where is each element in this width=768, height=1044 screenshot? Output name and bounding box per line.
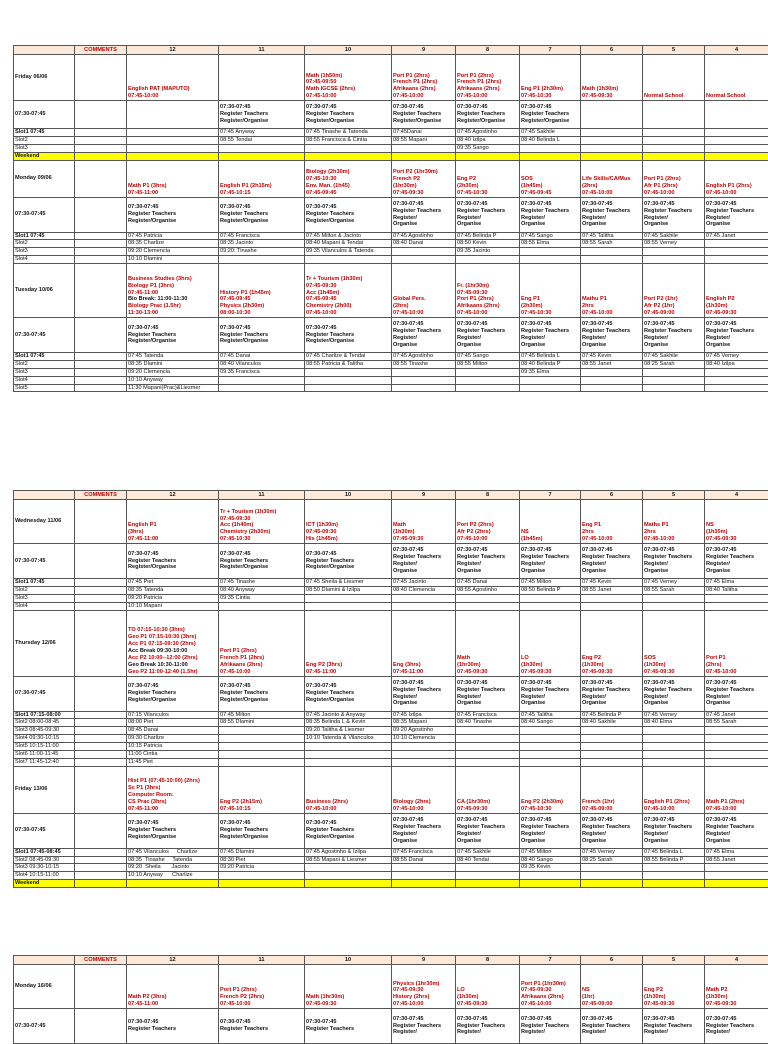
register-row: 07:30-07:45 07:30-07:45 Register Teachers Register/Organise 07:30-07:45 Register Teachers Register/Organise 07:30-07:45 Register Teachers Register/Organise 07:30-07:45 Register Teachers Register/ Organise 07:30-07:45 Register Teachers Register/ Organise 07:30-07:45 Register Teachers Register/ Organise 07:30-07:45 Register Teachers Register/ Organise 07:30-07:45 Register Teachers Register/ Organise 07:30-07:45 Register Teachers Register/ Organise: [14, 813, 768, 848]
slot-row: Slot2 08:00-08:45 08:00 Piet 08:55 Dlamini 08:35 Belinda L & Kevin 08:35 Mapani 08:40 Tinashe 08:40 Sango 08:40 Sakhile 08:40 Elma 08:55 Sarah: [14, 719, 768, 727]
exam-cell: English P2 (1h30m) 07:45-09:30: [705, 264, 768, 318]
exam-cell: Port P1 (2hrs) Afr P1 (2hrs) 07:45-10:00: [643, 160, 705, 197]
day-label: Tuesday 10/06: [14, 264, 75, 318]
exam-cell: Math P1 (3hrs) 07:45-11:00: [127, 160, 219, 197]
day-label: Friday 06/06: [14, 55, 75, 101]
register-row: 07:30-07:45 07:30-07:45 Register Teachers Register/Organise 07:30-07:45 Register Teachers Register/Organise 07:30-07:45 Register Teachers Register/Organise 07:30-07:45 Register Teachers Register/Organise 07:30-07:45 Register Teachers Register/Organise: [14, 101, 768, 129]
exam-cell: Biology (2h30m) 07:45-10:30 Env. Man. (1h45) 07:45-09:45: [305, 160, 392, 197]
day-label: Thursday 12/06: [14, 610, 75, 676]
exam-cell: Normal School: [705, 55, 768, 101]
slot-row: Slot2 08:55 Tendai 08:55 Francisca & Cintia 08:55 Mapani 08:40 Izilpa 08:40 Belinda L: [14, 136, 768, 144]
exam-row: [14, 160, 768, 197]
exam-cell: Eng P2 (2h30m) 07:45-10:30: [456, 160, 520, 197]
grade-header-row: [14, 46, 768, 55]
exam-cell: Math (1h50m) 07:45-09:50 Math IGCSE (2hrs) 07:45-10:00: [305, 55, 392, 101]
slot-row: Slot3 08:45-09:30 08:45 Danai 09:20 Talitha & Liesmer 09:20 Agostinho: [14, 727, 768, 735]
slot-row: Slot2 08:35 Tatenda 08:40 Anyway 08:50 Dlamini & Izilpa 08:40 Clemencia 08:55 Agostinho 08:50 Belinda P 08:55 Janet 08:55 Sarah 08:40 Talitha: [14, 586, 768, 594]
slot-row: Slot2 08:35 Dlamini 08:40 Vilanculos 08:55 Patricia & Talitha 08:55 Tinashe 08:55 Milton 08:40 Belinda P 08:55 Janet 08:25 Sarah 08:40 Izilpa: [14, 360, 768, 368]
slot-row: Slot3 09:20 Clemencia 09:35 Francisca 09:35 Elma: [14, 368, 768, 376]
slot-row: Slot3 09:20 Clemencia 09:20: Tinashe 09:35 Vilanculos & Tatenda 09:35 Jacinto: [14, 248, 768, 256]
day-label: Monday 09/06: [14, 160, 75, 197]
slot-row: Slot1 07:15-08:00 07:15 Vilanculos 07:45 Milton 07:45 Jacinto & Anyway 07:45 Izilpa 07:45 Francisca 07:45 Talitha 07:45 Belinda P 07:45 Verney 07:45 Janet: [14, 711, 768, 719]
exam-cell: English PAT (MAPUTO) 07:45-10:00: [127, 55, 219, 101]
slot-row: Slot5 10:15-11:00 10:15 Patricia: [14, 743, 768, 751]
grade-header-row: COMMENTS 12 11 10 9 8 7 6 5 4: [14, 491, 768, 500]
day-label: Monday 16/06: [14, 965, 75, 1009]
weekend-row: Weekend: [14, 152, 768, 160]
exam-cell: Eng P1 (2h30m) 07:45-10:30: [520, 264, 581, 318]
exam-cell: Port P1 (2hrs) French P1 (2hrs) Afrikaans (2hrs) 07:45-10:00: [392, 55, 456, 101]
slot-row: Slot7 11:45-12:40 11:45 Piet: [14, 758, 768, 766]
comments-cell: Hist P1 (07:45-10:00) (2hrs) Sc P1 (3hrs) Computer Room: CS Prac (3hrs) 07:45-11:00: [127, 766, 219, 813]
exam-cell: Global Pers. (2hrs) 07:45-10:00: [392, 264, 456, 318]
slot-row: Slot1 07:45 07:45 Piet 07:45 Tinashe 07:45 Sheila & Liesmer 07:45 Jacinto 07:45 Danai 07:45 Milton 07:45 Kevin 07:45 Verney 07:45 Elma: [14, 579, 768, 587]
slot-row: Slot3 09:35 Sango: [14, 144, 768, 152]
timetable-block-2: [13, 490, 768, 888]
slot-row: Slot1 07:45 07:45 Anyway 07:45 Tinashe & Tatenda 07:45Danai 07:45 Agostinho 07:45 Sakhile: [14, 129, 768, 137]
register-row: 07:30-07:45 07:30-07:45 Register Teachers Register/Organise 07:30-07:45 Register Teachers Register/Organise 07:30-07:45 Register Teachers Register/Organise 07:30-07:45 Register Teachers Register/ Organise 07:30-07:45 Register Teachers Register/ Organise 07:30-07:45 Register Teachers Register/ Organise 07:30-07:45 Register Teachers Register/ Organise 07:30-07:45 Register Teachers Register/ Organise 07:30-07:45 Register Teachers Register/ Organise: [14, 676, 768, 711]
grade-6-header: 6: [581, 46, 643, 55]
day-label: Wednesday 11/06: [14, 500, 75, 544]
slot-row: Slot4 10:10 Anyway: [14, 376, 768, 384]
register-row: 07:30-07:45 07:30-07:45 Register Teachers 07:30-07:45 Register Teachers 07:30-07:45 Register Teachers 07:30-07:45 Register Teachers Register/ 07:30-07:45 Register Teachers Register/ 07:30-07:45 Register Teachers Register/ 07:30-07:45 Register Teachers Register/ 07:30-07:45 Register Teachers Register/ 07:30-07:45 Register Teachers Register/: [14, 1009, 768, 1044]
register-row: 07:30-07:45 07:30-07:45 Register Teachers Register/Organise 07:30-07:45 Register Teachers Register/Organise 07:30-07:45 Register Teachers Register/Organise 07:30-07:45 Register Teachers Register/ Organise 07:30-07:45 Register Teachers Register/ Organise 07:30-07:45 Register Teachers Register/ Organise 07:30-07:45 Register Teachers Register/ Organise 07:30-07:45 Register Teachers Register/ Organise 07:30-07:45 Register Teachers Register/ Organise: [14, 544, 768, 579]
grade-11-header: 11: [219, 46, 305, 55]
exam-cell: Port P2 (1hr) Afr P2 (1hr) 07:45-09:00: [643, 264, 705, 318]
grade-9-header: 9: [392, 46, 456, 55]
comments-cell: Business Studies (3hrs) Biology P1 (3hrs) 07:45-11:00 Bio Break: 11:00-11:30 Biology Prac (1.5hr) 11:30-13:00: [127, 264, 219, 318]
register-row: 07:30-07:45 07:30-07:45 Register Teachers Register/Organise 07:30-07:45 Register Teachers Register/Organise 07:30-07:45 Register Teachers Register/Organise 07:30-07:45 Register Teachers Register/ Organise 07:30-07:45 Register Teachers Register/ Organise 07:30-07:45 Register Teachers Register/ Organise 07:30-07:45 Register Teachers Register/ Organise 07:30-07:45 Register Teachers Register/ Organise 07:30-07:45 Register Teachers Register/ Organise: [14, 318, 768, 353]
timetable-block-3: [13, 955, 768, 1044]
slot-row: Slot3 09:30-10:15 09:20 Sheila Jacinto 09:20 Patricia 09:35 Kevin: [14, 864, 768, 872]
exam-cell: Fr. (1hr30m) 07:45-09:30 Port P1 (2hrs) Afrikaans (2hrs) 07:45-10:00: [456, 264, 520, 318]
exam-cell: English P1 (2h15m) 07:45-10:15: [219, 160, 305, 197]
exam-row: Thursday 12/06 TO 07:15-10:30 (3hrs) Geo P1 07:15-10:30 (3hrs) Acc P1 07:15-09:30 (2hrs) Acc Break 09:30-10:00 Acc P2 10:00--12:00 (2hrs) Geo Break 10:30-11:00 Geo P2 11:00-12:40 (1.5hr) Port P1 (2hrs) French P1 (2hrs) Afrikaans (2hrs) 07:45-10:00 Eng P2 (3hrs) 07:45-11:00 Eng (3hrs) 07:45-11:00 Math (1hr30m) 07:45-09:30 LO (1h30m) 07:45-09:30 Eng P2 (1h30m) 07:45-09:30 SOS (1h30m) 07:45-09:30 Port P1 (2hrs) 07:45-10:00: [14, 610, 768, 676]
exam-cell: SOS (1h45m) 07:45-09:45: [520, 160, 581, 197]
slot-row: Slot4 10:15-11:00 10:10 Anyway Charlize: [14, 872, 768, 880]
slot-row: Slot1 07:45 07:45 Tatenda 07:45 Danai 07:45 Charlize & Tendai 07:45 Agostinho 07:45 Sango 07:45 Belinda L 07:45 Kevin 07:45 Sakhile 07:45 Verney: [14, 353, 768, 361]
exam-cell: Math (1h30m) 07:45-09:30: [581, 55, 643, 101]
timetable-table: [13, 955, 768, 1044]
slot-row: Slot4 10:10 Mapani: [14, 602, 768, 610]
slot-row: Slot2 08:45-09:30 08:35 Tinashe Tatenda 08:30 Piet 08:55 Mapani & Liesmer 08:55 Danai 08:40 Tendai 08:40 Sango 08:25 Sarah 08:55 Belinda P 08:55 Janet: [14, 856, 768, 864]
timetable-table: [13, 490, 768, 888]
slot-row: Slot5 11:30 Mapani(Prac)&Liesmer: [14, 384, 768, 392]
exam-cell: Mathu P1 2hrs 07:45-10:00: [581, 264, 643, 318]
grade-4-header: 4: [705, 46, 768, 55]
grade-10-header: 10: [305, 46, 392, 55]
register-row: 07:30-07:45 07:30-07:45 Register Teachers Register/Organise 07:30-07:45 Register Teachers Register/Organise 07:30-07:45 Register Teachers Register/Organise 07:30-07:45 Register Teachers Register/ Organise 07:30-07:45 Register Teachers Register/ Organise 07:30-07:45 Register Teachers Register/ Organise 07:30-07:45 Register Teachers Register/ Organise 07:30-07:45 Register Teachers Register/ Organise 07:30-07:45 Register Teachers Register/ Organise: [14, 197, 768, 232]
exam-cell: History P1 (1h45m) 07:45-09:45 Physics (2h30m) 08:00-10:30: [219, 264, 305, 318]
slot-row: Slot2 08:35 Charlize 08:35 Jacinto 08:40 Mapani & Tendai 08:40 Danai 08:50 Kevin 08:55 Elma 08:55 Sarah 08:55 Verney: [14, 240, 768, 248]
timetable-block-1b: [13, 45, 768, 392]
exam-cell: Eng P1 (2h30m) 07:45-10:30: [520, 55, 581, 101]
exam-row: [14, 55, 768, 101]
slot-row: Slot6 11:00-11:45 11:00 Cintia: [14, 750, 768, 758]
slot-row: Slot4 10:10 Dlamini: [14, 256, 768, 264]
exam-row: [14, 264, 768, 318]
exam-row: Monday 16/06 Math P2 (3hrs) 07:45-11:00 Port P1 (2hrs) French P2 (2hrs) 07:45-10:00 Math (1hr30m) 07:45-09:30 Physics (1hr30m) 07:45-09:30 History (2hrs) 07:45-10:00 LO (1h30m) 07:45-09:30 Port P1 (1hr30m) 07:45-09:30 Afrikaans (2hrs) 07:45-10:00 NS (1hr) 07:45-09:00 Eng P2 (1h30m) 07:45-09:30 Math P2 (1h30m) 07:45-09:30: [14, 965, 768, 1009]
comments-cell: TO 07:15-10:30 (3hrs) Geo P1 07:15-10:30 (3hrs) Acc P1 07:15-09:30 (2hrs) Acc Break 09:30-10:00 Acc P2 10:00--12:00 (2hrs) Geo Break 10:30-11:00 Geo P2 11:00-12:40 (1.5hr): [127, 610, 219, 676]
grade-header-row: COMMENTS 12 11 10 9 8 7 6 5 4: [14, 956, 768, 965]
exam-cell: Life Skills/CA/Mus (2hrs) 07:45-10:00: [581, 160, 643, 197]
exam-cell: Port P2 (1hr30m) French P2 (1hr30m) 07:45-09:30: [392, 160, 456, 197]
comments-header: COMMENTS: [75, 46, 127, 55]
grade-5-header: 5: [643, 46, 705, 55]
grade-12-header: 12: [127, 46, 219, 55]
grade-8-header: 8: [456, 46, 520, 55]
exam-cell: Normal School: [643, 55, 705, 101]
slot-row: Slot3 09:20 Patricia 09:35 Cintia: [14, 594, 768, 602]
exam-row: Friday 13/06 Hist P1 (07:45-10:00) (2hrs) Sc P1 (3hrs) Computer Room: CS Prac (3hrs) 07:45-11:00 Eng P2 (2h15m) 07:45-10:15 Business (2hrs) 07:45-10:00 Biology (2hrs) 07:45-10:00 CA (1hr30m) 07:45-09:30 Eng P2 (2h30m) 07:45-10:30 French (1hr) 07:45-09:00 English P1 (2hrs) 07:45-10:00 Math P1 (2hrs) 07:45-10:00: [14, 766, 768, 813]
grade-7-header: 7: [520, 46, 581, 55]
slot-row: Slot4 09:30-10:15 09:30 Charlize 10:10 Tatenda & Vilanculos 10:10 Clemencia: [14, 735, 768, 743]
exam-cell: Tr + Tourism (1h30m) 07:45-09:30 Acc (1h45m) 07:45-09:45 Chemistry (2h00) 07:45-10:00: [305, 264, 392, 318]
slot-row: Slot1 07:45 07:45 Patricia 07:45 Francisca 07:45 Milton & Jacinto 07:45 Agostinho 07:45 Belinda P 07:45 Sango 07:45 Talitha 07:45 Sakhile 07:45 Janet: [14, 232, 768, 240]
exam-cell: English P1 (2hrs) 07:45-10:00: [705, 160, 768, 197]
weekend-row: Weekend: [14, 880, 768, 888]
day-label: Friday 13/06: [14, 766, 75, 813]
comments-header: COMMENTS: [75, 491, 127, 500]
slot-row: Slot1 07:45-08:45 07:45 Vilanculos Charlize 07:45 Dlamini 07:45 Agostinho & Izilpa 07:45 Francisca 07:45 Sakhile 07:45 Milton 07:45 Verney 07:45 Belinda L 07:45 Elma: [14, 848, 768, 856]
exam-cell: Port P1 (2hrs) French P1 (2hrs) Afrikaans (2hrs) 07:45-10:00: [456, 55, 520, 101]
exam-row: Wednesday 11/06 English P1 (3hrs) 07:45-11:00 Tr + Tourism (1h30m) 07:45-09:30 Acc (1h40m) Chemistry (2h30m) 07:45-10:30 ICT (1h30m) 07:45-09:30 His (1h45m) Math (1h30m) 07:45-09:30 Port P2 (2hrs) Afr P2 (2hrs) 07:45-10:00 NS (1h45m) Eng P1 2hrs 07:45-10:00 Maths P1 2hrs 07:45-10:00 NS (1h30m) 07:45-09:30: [14, 500, 768, 544]
timetable-table: [13, 45, 768, 392]
